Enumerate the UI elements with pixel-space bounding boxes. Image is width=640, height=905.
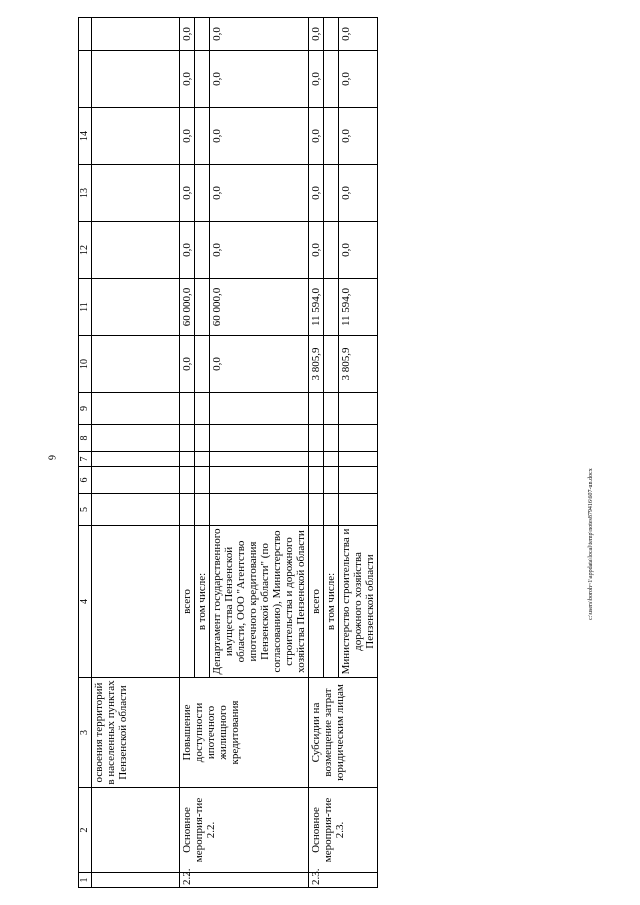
table-row xyxy=(180,18,195,888)
col-number: 12 xyxy=(79,222,92,279)
value-cell: 0,0 xyxy=(210,18,309,51)
col-number: 7 xyxy=(79,452,92,467)
budget-table xyxy=(78,17,378,888)
footer-file-path: c:\users\boroh~1\appdata\local\temp\notes879416\607-un.docx xyxy=(588,468,594,620)
value-cell: 0,0 xyxy=(180,165,195,222)
rotated-table-container xyxy=(78,18,578,888)
executor: всего xyxy=(309,526,324,678)
value-cell: 3 805,9 xyxy=(309,336,324,393)
col-number: 4 xyxy=(79,526,92,678)
col-number: 6 xyxy=(79,467,92,494)
executor: в том числе: xyxy=(195,526,210,678)
value-cell: 0,0 xyxy=(210,336,309,393)
value-cell: 0,0 xyxy=(309,51,324,108)
col-number: 13 xyxy=(79,165,92,222)
value-cell: 0,0 xyxy=(180,18,195,51)
col-number: 10 xyxy=(79,336,92,393)
value-cell: 11 594,0 xyxy=(339,279,378,336)
value-cell: 0,0 xyxy=(180,222,195,279)
executor: Министерство строительства и дорожного хозяйства Пензенской области xyxy=(339,526,378,678)
row-number: 2.2. xyxy=(180,873,309,888)
value-cell: 0,0 xyxy=(210,108,309,165)
value-cell: 11 594,0 xyxy=(309,279,324,336)
page-number: 6 xyxy=(45,455,57,460)
row-number: 2.3. xyxy=(309,873,378,888)
value-cell: 60 000,0 xyxy=(180,279,195,336)
col-number: 5 xyxy=(79,494,92,526)
col-number: 9 xyxy=(79,393,92,425)
value-cell: 0,0 xyxy=(309,108,324,165)
col-number: 11 xyxy=(79,279,92,336)
continuation-text: освоения территорий в населенных пунктах Пензенской области xyxy=(92,678,180,788)
event-description: Субсидии на возмещение затрат юридическим лицам xyxy=(309,678,378,788)
value-cell: 0,0 xyxy=(309,18,324,51)
continuation-row xyxy=(92,18,180,888)
value-cell: 0,0 xyxy=(180,108,195,165)
executor: в том числе: xyxy=(324,526,339,678)
value-cell: 0,0 xyxy=(210,165,309,222)
column-number-row xyxy=(79,18,92,888)
value-cell: 0,0 xyxy=(339,51,378,108)
event-name: Основное мероприя-тие 2.2. xyxy=(180,788,309,873)
value-cell: 0,0 xyxy=(339,108,378,165)
value-cell: 3 805,9 xyxy=(339,336,378,393)
col-number: 2 xyxy=(79,788,92,873)
value-cell: 0,0 xyxy=(180,51,195,108)
value-cell: 0,0 xyxy=(309,165,324,222)
col-number: 14 xyxy=(79,108,92,165)
col-number: 1 xyxy=(79,873,92,888)
value-cell: 0,0 xyxy=(339,18,378,51)
event-description: Повышение доступности ипотечного жилищного кредитования xyxy=(180,678,309,788)
value-cell: 60 000,0 xyxy=(210,279,309,336)
value-cell: 0,0 xyxy=(309,222,324,279)
value-cell: 0,0 xyxy=(339,165,378,222)
value-cell: 0,0 xyxy=(339,222,378,279)
value-cell: 0,0 xyxy=(210,222,309,279)
table-row xyxy=(309,18,324,888)
col-number xyxy=(79,51,92,108)
event-name: Основное мероприя-тие 2.3. xyxy=(309,788,378,873)
col-number: 8 xyxy=(79,425,92,452)
col-number: 3 xyxy=(79,678,92,788)
executor: Департамент государственного имущества Пензенской области, ООО "Агентство ипотечного кредитования Пензенской области" (по согласованию), Министерство строительства и дорожного хозяйства Пензенской области xyxy=(210,526,309,678)
value-cell: 0,0 xyxy=(210,51,309,108)
executor: всего xyxy=(180,526,195,678)
value-cell: 0,0 xyxy=(180,336,195,393)
col-number xyxy=(79,18,92,51)
